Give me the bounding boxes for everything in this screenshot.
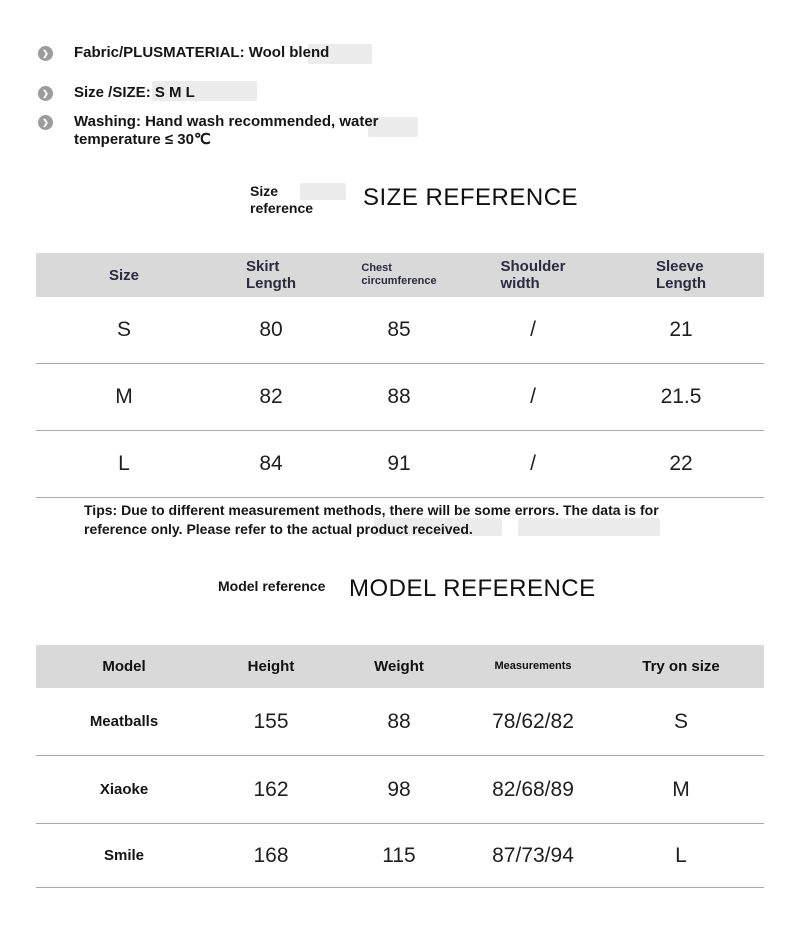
model-reference-title: MODEL REFERENCE (349, 575, 596, 602)
table-cell: / (530, 452, 536, 475)
column-header-chest-circumference: Chest circumference (361, 262, 437, 287)
model-table (36, 645, 764, 888)
table-cell: Meatballs (89, 713, 159, 730)
chevron-right-icon: ❯ (38, 86, 53, 101)
size-text: Size /SIZE: S M L (74, 84, 195, 101)
bullet-size (38, 84, 195, 102)
table-cell: 91 (387, 452, 411, 475)
table-cell: 78/62/82 (492, 709, 574, 733)
chevron-right-icon: ❯ (38, 115, 53, 130)
measurement-tips: Tips: Due to different measurement methods, there will be some errors. The data is for reference only. Please refer to the actual product received. (84, 502, 659, 537)
table-cell: / (530, 318, 536, 341)
table-cell: S (673, 709, 688, 733)
table-cell: 168 (253, 843, 289, 867)
table-cell: 80 (259, 318, 283, 341)
table-cell: 82/68/89 (492, 777, 574, 801)
table-cell: 155 (253, 709, 289, 733)
table-cell: S (116, 318, 131, 341)
size-table (36, 253, 764, 498)
size-reference-subtitle: Size reference (250, 183, 314, 216)
table-cell: 115 (382, 843, 416, 867)
table-row-model-smile (36, 824, 764, 888)
table-cell: 82 (259, 385, 283, 408)
washing-text: Washing: Hand wash recommended, water temperature ≤ 30℃ (74, 113, 379, 148)
table-cell: 22 (669, 452, 693, 475)
table-row-model-xiaoke (36, 756, 764, 824)
column-header-skirt-length: Skirt Length (246, 258, 296, 292)
column-header-weight: Weight (374, 658, 424, 675)
column-header-measurements: Measurements (494, 660, 572, 672)
table-cell: Xiaoke (99, 781, 149, 798)
bullet-washing (38, 113, 394, 149)
size-reference-title: SIZE REFERENCE (363, 184, 579, 211)
fabric-text: Fabric/PLUSMATERIAL: Wool blend (74, 44, 330, 61)
model-table-header-row (36, 645, 764, 688)
column-header-size: Size (108, 266, 139, 284)
table-cell: M (672, 777, 690, 801)
bullet-fabric (38, 44, 329, 62)
table-row-size-l (36, 431, 764, 498)
table-cell: 85 (387, 318, 411, 341)
model-reference-subtitle: Model reference (218, 578, 326, 594)
table-cell: 98 (387, 777, 411, 801)
column-header-sleeve-length: Sleeve Length (656, 258, 706, 292)
table-cell: 88 (387, 709, 411, 733)
table-cell: 88 (387, 385, 411, 408)
table-row-size-m (36, 364, 764, 431)
chevron-right-icon: ❯ (38, 46, 53, 61)
table-cell: 162 (253, 777, 289, 801)
column-header-height: Height (247, 658, 295, 675)
table-cell: 21.5 (660, 385, 702, 408)
table-cell: / (530, 385, 536, 408)
table-row-size-s (36, 297, 764, 364)
table-row-model-meatballs (36, 688, 764, 756)
table-cell: 87/73/94 (492, 843, 574, 867)
table-cell: Smile (103, 847, 145, 864)
column-header-shoulder-width: Shoulder width (500, 258, 566, 292)
size-table-header-row (36, 253, 764, 297)
column-header-model: Model (102, 658, 146, 675)
table-cell: L (675, 843, 687, 867)
table-cell: 84 (259, 452, 283, 475)
table-cell: 21 (669, 318, 693, 341)
table-cell: M (115, 385, 133, 408)
column-header-try-on-size: Try on size (642, 658, 720, 675)
table-cell: L (118, 452, 130, 475)
